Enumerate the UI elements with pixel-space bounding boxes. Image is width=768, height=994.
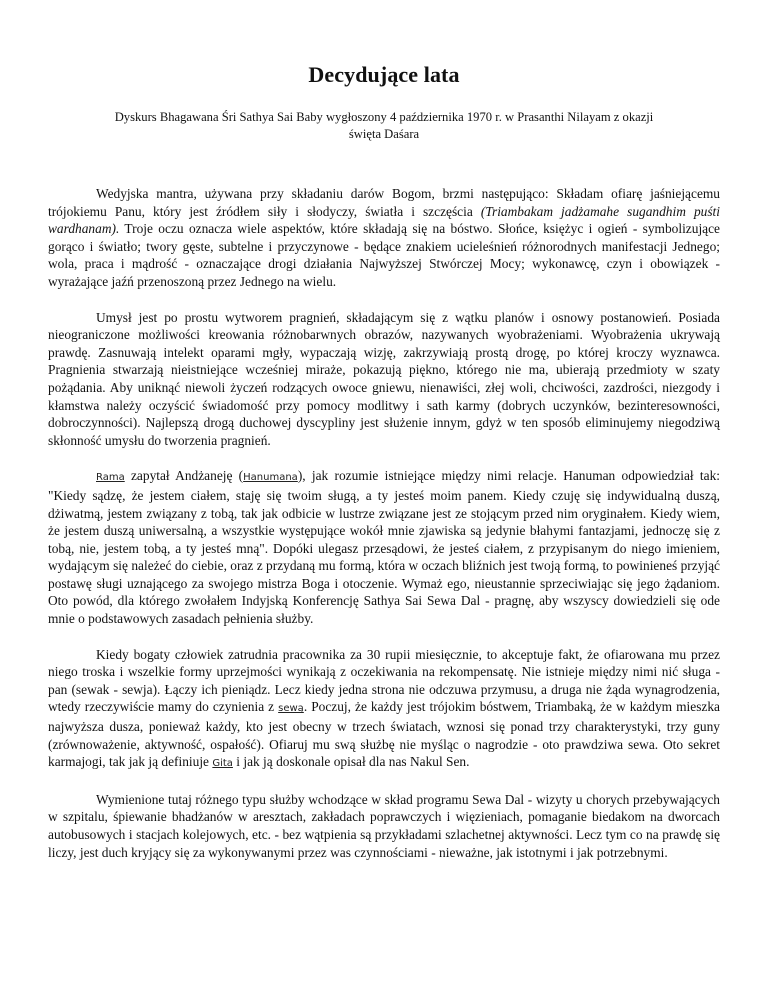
paragraph-3-text-a: zapytał Andżaneję (: [124, 468, 244, 484]
paragraph-1: [48, 185, 720, 291]
paragraph-3-text-b: ), jak rozumie istniejące między nimi relacje. Hanuman odpowiedział tak: "Kiedy sądzę, że jestem ciałem, staję się twoim sługą, a ty jesteś moim panem. Kiedy czuję się indywidualną duszą, dżiwatmą, jestem związany z tobą, tak jak odbicie w lustrze związane jest ze stojącym przed nim oryginałem. Kiedy wiem, że jestem duszą uniwersalną, a wszystkie występujące wokół mnie zjawiska są jedynie błahymi fantazjami, jednoczę się z tobą, nie, jestem tobą, a ty jesteś mną". Dopóki ulegasz przesądowi, że jesteś ciałem, z przypisanym do niego imieniem, wydającym się należeć do ciebie, oraz z przydaną mu formą, która w oczach bliźnich jest twoją formą, to powinieneś przyjąć postawę sługi uznającego za swojego mistrza Boga i otoczenie. Wymaż ego, nieustannie sprzeciwiając się jego żądaniom. Oto powód, dla którego zwołałem Indyjską Konferencję Sathya Sai Sewa Dal - pragnę, aby wszyscy dowiedzieli się ode mnie o podstawowych zasadach pełnienia służby.: [48, 468, 720, 627]
link-rama[interactable]: Rama: [96, 472, 125, 484]
link-hanumana[interactable]: Hanumana: [243, 472, 298, 484]
paragraph-3: [48, 467, 720, 627]
link-sewa[interactable]: sewą: [278, 703, 304, 715]
paragraph-4-text-a: Kiedy bogaty człowiek zatrudnia pracownika za 30 rupii miesięcznie, to akceptuje fakt, że ofiarowana mu przez niego troska i wszelkie formy uprzejmości wynikają z oczekiwania na rekompensatę. Nie istnieje między nimi nić sługa - pan (sewak - sewja). Łączy ich pieniądz. Lecz kiedy jedna strona nie odczuwa przymusu, a druga nie żąda wynagrodzenia, wtedy rzeczywiście mamy do czynienia z: [48, 646, 720, 715]
mantra-italic: (Triambakam jadżamahe sugandhim puśti wardhanam).: [48, 203, 720, 237]
paragraph-4: [48, 646, 720, 773]
paragraph-5: Wymienione tutaj różnego typu służby wchodzące w skład programu Sewa Dal - wizyty u chorych przebywających w szpitalu, śpiewanie bhadżanów w aresztach, zakładach poprawczych i więzieniach, pomaganie biedakom na dworcach autobusowych i stacjach kolejowych, etc. - bez wątpienia są przykładami szlachetnej aktywności. Lecz tym co na prawdę się liczy, jest duch kryjący się za wykonywanymi przez was czynnościami - nieważne, jak istotnymi i jak potrzebnymi.: [48, 791, 720, 860]
link-gita[interactable]: Gita: [212, 758, 233, 770]
page-subtitle: Dyskurs Bhagawana Śri Sathya Sai Baby wygłoszony 4 października 1970 r. w Prasanthi Nilayam z okazji święta Daśara: [114, 110, 654, 141]
page-title: Decydujące lata: [308, 62, 460, 87]
paragraph-4-text-b: . Poczuj, że każdy jest trójokim bóstwem, Triambaką, że w każdym mieszka najwyższa dusza, ponieważ każdy, kto jest obecny w trzech światach, wznosi się ponad trzy charakterystyki, trzy guny (zrównoważenie, aktywność, ospałość). Ofiaruj mu swą służbę nie myśląc o nagrodzie - oto prawdziwa sewa. Oto sekret karmajogi, tak jak ją definiuje: [48, 699, 720, 770]
paragraph-4-text-c: i jak ją doskonale opisał dla nas Nakul Sen.: [232, 754, 470, 770]
paragraph-1-text-a: Wedyjska mantra, używana przy składaniu darów Bogom, brzmi następująco: Składam ofiarę jaśniejącemu trójokiemu Panu, który jest źródłem siły i słodyczy, światła i szczęścia: [48, 186, 720, 219]
paragraph-1-text-b: Troje oczu oznacza wiele aspektów, które składają się na bóstwo. Słońce, księżyc i ogień - symbolizujące gorąco i światło; twory gęste, subtelne i przyczynowe - będące znakiem ucieleśnień różnorodnych manifestacji Jednego; wola, praca i mądrość - oznaczające drogi działania Najwyższej Stwórczej Mocy; wykonawcę, czyn i obowiązek - wyrażające jaźń przenoszoną przez Jednego na wielu.: [48, 221, 720, 289]
paragraph-2: Umysł jest po prostu wytworem pragnień, składającym się z wątku planów i osnowy postanowień. Posiada nieograniczone możliwości kreowania różnobarwnych obrazów, nazywanych wyobrażeniami. Wyobrażenia ukrywają prawdę. Zasnuwają intelekt oparami mgły, wypaczają wizję, zakrzywiają prostą drogę, po której kroczy wyznawca. Pragnienia stwarzają nieistniejące wcześniej miraże, pokazują piękno, którego nie ma, ubierają przedmioty w szaty pożądania. Aby uniknąć niewoli życzeń rodzących owoce gniewu, nienawiści, złej woli, chciwości, zazdrości, niezgody i kłamstwa należy oczyścić świadomość przy pomocy modlitwy i sath karmy (dobrych uczynków, bezinteresowności, dobroczynności). Najlepszą drogą duchowej dyscypliny jest służenie innym, gdyż w ten sposób eliminujemy niegodziwą skłonność umysłu do tworzenia pragnień.: [48, 309, 720, 448]
